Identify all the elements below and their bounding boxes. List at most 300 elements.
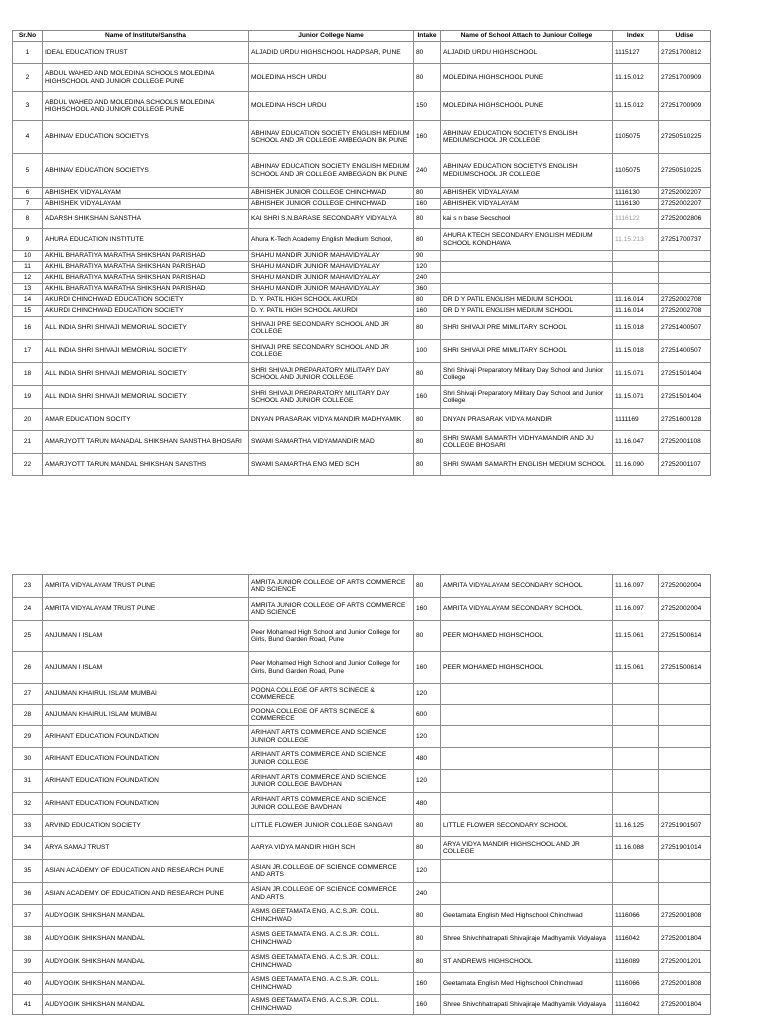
cell-junior-college: ALJADID URDU HIGHSCHOOL HADPSAR, PUNE — [249, 42, 414, 64]
cell-intake: 80 — [414, 905, 441, 927]
cell-sr-no: 33 — [13, 815, 43, 837]
cell-udise: 27252002708 — [659, 306, 711, 317]
cell-institute: ALL INDIA SHRI SHIVAJI MEMORIAL SOCIETY — [43, 363, 249, 386]
cell-junior-college: SWAMI SAMARTHA VIDYAMANDIR MAD — [249, 431, 414, 454]
table-row — [13, 306, 711, 317]
cell-junior-college: ASMS GEETAMATA ENG. A.C.S.JR. COLL. CHINCHWAD — [249, 905, 414, 927]
cell-index: 1116130 — [613, 188, 659, 199]
cell-index: 11.16.014 — [613, 295, 659, 306]
cell-school-attached — [441, 684, 613, 705]
cell-udise: 27251400507 — [659, 340, 711, 363]
cell-sr-no: 19 — [13, 386, 43, 409]
cell-index: 1116089 — [613, 951, 659, 973]
cell-institute: ANJUMAN KHAIRUL ISLAM MUMBAI — [43, 705, 249, 726]
cell-junior-college: MOLEDINA HSCH URDU — [249, 64, 414, 92]
cell-junior-college: KAI SHRI S.N.BARASE SECONDARY VIDYALYA — [249, 210, 414, 229]
cell-index: 11.15.018 — [613, 317, 659, 340]
cell-udise: 27251901014 — [659, 837, 711, 860]
cell-index: 11.16.097 — [613, 598, 659, 621]
cell-index: 11.16.047 — [613, 431, 659, 454]
cell-junior-college: ABHISHEK JUNIOR COLLEGE CHINCHWAD — [249, 188, 414, 199]
cell-school-attached — [441, 251, 613, 262]
cell-school-attached: ABHINAV EDUCATION SOCIETYS ENGLISH MEDIUMSCHOOL JR COLLEGE — [441, 121, 613, 154]
cell-index: 1116066 — [613, 973, 659, 995]
cell-sr-no: 6 — [13, 188, 43, 199]
table-row — [13, 575, 711, 598]
cell-index: 11.16.014 — [613, 306, 659, 317]
cell-udise: 27251600128 — [659, 409, 711, 431]
cell-institute: AKHIL BHARATIYA MARATHA SHIKSHAN PARISHAD — [43, 262, 249, 273]
cell-index: 11.15.213 — [613, 229, 659, 251]
cell-school-attached: PEER MOHAMED HIGHSCHOOL — [441, 652, 613, 684]
cell-sr-no: 27 — [13, 684, 43, 705]
cell-school-attached: Shree Shivchhatrapati Shivajiraje Madhyamik Vidyalaya — [441, 927, 613, 951]
cell-school-attached: ST ANDREWS HIGHSCHOOL — [441, 951, 613, 973]
table-row — [13, 927, 711, 951]
cell-intake: 360 — [414, 284, 441, 295]
cell-junior-college: ASIAN JR.COLLEGE OF SCIENCE COMMERCE AND ARTS — [249, 860, 414, 883]
cell-intake: 80 — [414, 229, 441, 251]
table-row — [13, 905, 711, 927]
cell-institute: AMAR EDUCATION SOCITY — [43, 409, 249, 431]
cell-school-attached: Shri Shivaji Preparatory Military Day School and Junior College — [441, 386, 613, 409]
cell-udise — [659, 793, 711, 815]
cell-sr-no: 25 — [13, 621, 43, 652]
cell-junior-college: SHAHU MANDIR JUNIOR MAHAVIDYALAY — [249, 262, 414, 273]
cell-udise — [659, 748, 711, 770]
cell-intake: 80 — [414, 575, 441, 598]
table-row — [13, 317, 711, 340]
cell-school-attached: DNYAN PRASARAK VIDYA MANDIR — [441, 409, 613, 431]
table-row — [13, 42, 711, 64]
cell-school-attached — [441, 705, 613, 726]
header-intake: Intake — [414, 31, 441, 42]
cell-sr-no: 36 — [13, 883, 43, 905]
table-row — [13, 748, 711, 770]
cell-intake: 160 — [414, 386, 441, 409]
cell-school-attached: ALJADID URDU HIGHSCHOOL — [441, 42, 613, 64]
cell-index — [613, 726, 659, 748]
cell-udise: 27252002806 — [659, 210, 711, 229]
table-row — [13, 815, 711, 837]
cell-junior-college: Ahura K-Tech Academy English Medium School, — [249, 229, 414, 251]
cell-index: 11.15.071 — [613, 363, 659, 386]
cell-school-attached: ABHINAV EDUCATION SOCIETYS ENGLISH MEDIUMSCHOOL JR COLLEGE — [441, 154, 613, 188]
cell-udise — [659, 770, 711, 793]
cell-index — [613, 284, 659, 295]
cell-index: 11.16.097 — [613, 575, 659, 598]
cell-index: 11.15.061 — [613, 621, 659, 652]
table-row — [13, 973, 711, 995]
cell-school-attached: SHRI SHIVAJI PRE MIMLITARY SCHOOL — [441, 317, 613, 340]
cell-udise — [659, 860, 711, 883]
table-row — [13, 431, 711, 454]
cell-udise: 27252002207 — [659, 199, 711, 210]
cell-udise: 27251500614 — [659, 652, 711, 684]
cell-junior-college: ASMS GEETAMATA ENG. A.C.S.JR. COLL. CHINCHWAD — [249, 973, 414, 995]
cell-institute: ARIHANT EDUCATION FOUNDATION — [43, 726, 249, 748]
cell-institute: ABHINAV EDUCATION SOCIETYS — [43, 121, 249, 154]
table-row — [13, 770, 711, 793]
table-row — [13, 229, 711, 251]
cell-junior-college: AARYA VIDYA MANDIR HIGH SCH — [249, 837, 414, 860]
cell-sr-no: 40 — [13, 973, 43, 995]
cell-udise: 27252002004 — [659, 598, 711, 621]
cell-intake: 160 — [414, 652, 441, 684]
table-row — [13, 621, 711, 652]
cell-sr-no: 35 — [13, 860, 43, 883]
cell-institute: ADARSH SHIKSHAN SANSTHA — [43, 210, 249, 229]
cell-index: 1116130 — [613, 199, 659, 210]
table-row — [13, 363, 711, 386]
header-junior-college: Junior College Name — [249, 31, 414, 42]
cell-udise — [659, 726, 711, 748]
cell-junior-college: AMRITA JUNIOR COLLEGE OF ARTS COMMERCE AND SCIENCE — [249, 575, 414, 598]
cell-institute: AMARJYOTT TARUN MANADAL SHIKSHAN SANSTHA BHOSARI — [43, 431, 249, 454]
cell-sr-no: 30 — [13, 748, 43, 770]
cell-index: 11.16.125 — [613, 815, 659, 837]
cell-index — [613, 262, 659, 273]
cell-intake: 160 — [414, 995, 441, 1015]
cell-school-attached: AMRITA VIDYALAYAM SECONDARY SCHOOL — [441, 575, 613, 598]
cell-udise: 27252001108 — [659, 431, 711, 454]
cell-udise: 27252002004 — [659, 575, 711, 598]
cell-intake: 80 — [414, 815, 441, 837]
table-row — [13, 726, 711, 748]
header-udise: Udise — [659, 31, 711, 42]
table-row — [13, 154, 711, 188]
cell-sr-no: 17 — [13, 340, 43, 363]
cell-intake: 80 — [414, 64, 441, 92]
cell-intake: 80 — [414, 210, 441, 229]
table-row — [13, 210, 711, 229]
cell-index: 1116122 — [613, 210, 659, 229]
cell-junior-college: ASMS GEETAMATA ENG. A.C.S.JR. COLL. CHINCHWAD — [249, 927, 414, 951]
cell-index: 11.15.012 — [613, 64, 659, 92]
cell-udise: 27251700737 — [659, 229, 711, 251]
cell-sr-no: 16 — [13, 317, 43, 340]
cell-sr-no: 12 — [13, 273, 43, 284]
cell-institute: ASIAN ACADEMY OF EDUCATION AND RESEARCH PUNE — [43, 860, 249, 883]
cell-index: 1116042 — [613, 927, 659, 951]
table-row — [13, 284, 711, 295]
cell-school-attached: AHURA KTECH SECONDARY ENGLISH MEDIUM SCHOOL KONDHAWA — [441, 229, 613, 251]
cell-school-attached: PEER MOHAMED HIGHSCHOOL — [441, 621, 613, 652]
cell-intake: 80 — [414, 837, 441, 860]
cell-institute: ANJUMAN KHAIRUL ISLAM MUMBAI — [43, 684, 249, 705]
cell-udise: 27251400507 — [659, 317, 711, 340]
cell-institute: AHURA EDUCATION INSTITUTE — [43, 229, 249, 251]
cell-junior-college: Peer Mohamed High School and Junior College for Girls, Bund Garden Road, Pune — [249, 621, 414, 652]
cell-intake: 150 — [414, 92, 441, 121]
cell-index: 1115127 — [613, 42, 659, 64]
cell-sr-no: 28 — [13, 705, 43, 726]
cell-index: 11.15.061 — [613, 652, 659, 684]
cell-sr-no: 2 — [13, 64, 43, 92]
cell-school-attached — [441, 284, 613, 295]
cell-sr-no: 22 — [13, 454, 43, 476]
cell-junior-college: POONA COLLEGE OF ARTS SCINECE & COMMERECE — [249, 705, 414, 726]
cell-intake: 480 — [414, 793, 441, 815]
cell-intake: 80 — [414, 188, 441, 199]
table-row — [13, 386, 711, 409]
cell-junior-college: SHRI SHIVAJI PREPARATORY MILITARY DAY SCHOOL AND JUNIOR COLLEGE — [249, 363, 414, 386]
cell-school-attached: kai s n base Secschool — [441, 210, 613, 229]
table-row — [13, 92, 711, 121]
cell-sr-no: 34 — [13, 837, 43, 860]
table-row — [13, 409, 711, 431]
cell-sr-no: 29 — [13, 726, 43, 748]
cell-udise: 27252001808 — [659, 905, 711, 927]
cell-school-attached — [441, 860, 613, 883]
cell-udise: 27251901507 — [659, 815, 711, 837]
table-row — [13, 837, 711, 860]
cell-institute: ALL INDIA SHRI SHIVAJI MEMORIAL SOCIETY — [43, 340, 249, 363]
cell-intake: 80 — [414, 42, 441, 64]
cell-sr-no: 9 — [13, 229, 43, 251]
table-row — [13, 598, 711, 621]
cell-intake: 160 — [414, 598, 441, 621]
cell-intake: 80 — [414, 431, 441, 454]
cell-index: 11.15.071 — [613, 386, 659, 409]
cell-intake: 80 — [414, 454, 441, 476]
cell-index: 1116042 — [613, 995, 659, 1015]
cell-junior-college: ASIAN JR.COLLEGE OF SCIENCE COMMERCE AND ARTS — [249, 883, 414, 905]
institutes-table-part-2 — [12, 574, 711, 1015]
cell-udise: 27251501404 — [659, 363, 711, 386]
cell-institute: ABHISHEK VIDYALAYAM — [43, 188, 249, 199]
cell-school-attached — [441, 273, 613, 284]
cell-intake: 120 — [414, 726, 441, 748]
cell-school-attached: DR D Y PATIL ENGLISH MEDIUM SCHOOL — [441, 306, 613, 317]
cell-junior-college: LITTLE FLOWER JUNIOR COLLEGE SANGAVI — [249, 815, 414, 837]
cell-index: 11.15.018 — [613, 340, 659, 363]
cell-junior-college: Peer Mohamed High School and Junior College for Girls, Bund Garden Road, Pune — [249, 652, 414, 684]
cell-sr-no: 18 — [13, 363, 43, 386]
cell-institute: IDEAL EDUCATION TRUST — [43, 42, 249, 64]
cell-junior-college: SHRI SHIVAJI PREPARATORY MILITARY DAY SCHOOL AND JUNIOR COLLEGE — [249, 386, 414, 409]
cell-index: 11.16.090 — [613, 454, 659, 476]
cell-sr-no: 11 — [13, 262, 43, 273]
table-row — [13, 295, 711, 306]
cell-institute: ARIHANT EDUCATION FOUNDATION — [43, 770, 249, 793]
cell-school-attached: Geetamata English Med Highschool Chinchwad — [441, 973, 613, 995]
cell-sr-no: 39 — [13, 951, 43, 973]
cell-sr-no: 5 — [13, 154, 43, 188]
cell-school-attached: SHRI SWAMI SAMARTH ENGLISH MEDIUM SCHOOL — [441, 454, 613, 476]
cell-intake: 600 — [414, 705, 441, 726]
cell-school-attached: Shri Shivaji Preparatory Military Day School and Junior College — [441, 363, 613, 386]
cell-udise: 27251500614 — [659, 621, 711, 652]
cell-udise: 27252002708 — [659, 295, 711, 306]
cell-sr-no: 4 — [13, 121, 43, 154]
table-row — [13, 951, 711, 973]
table-row — [13, 199, 711, 210]
cell-school-attached: ABHISHEK VIDYALAYAM — [441, 188, 613, 199]
cell-school-attached — [441, 770, 613, 793]
cell-sr-no: 21 — [13, 431, 43, 454]
cell-index — [613, 251, 659, 262]
cell-sr-no: 32 — [13, 793, 43, 815]
cell-school-attached: ABHISHEK VIDYALAYAM — [441, 199, 613, 210]
cell-institute: AUDYOGIK SHIKSHAN MANDAL — [43, 927, 249, 951]
cell-institute: ANJUMAN I ISLAM — [43, 652, 249, 684]
cell-intake: 120 — [414, 770, 441, 793]
cell-school-attached: DR D Y PATIL ENGLISH MEDIUM SCHOOL — [441, 295, 613, 306]
cell-junior-college: SHAHU MANDIR JUNIOR MAHAVIDYALAY — [249, 284, 414, 295]
table-row — [13, 705, 711, 726]
header-sr-no: Sr.No — [13, 31, 43, 42]
cell-index — [613, 770, 659, 793]
cell-udise: 27252001107 — [659, 454, 711, 476]
cell-index — [613, 273, 659, 284]
cell-school-attached: MOLEDINA HIGHSCHOOL PUNE — [441, 92, 613, 121]
cell-junior-college: ARIHANT ARTS COMMERCE AND SCIENCE JUNIOR COLLEGE — [249, 748, 414, 770]
table-row — [13, 860, 711, 883]
cell-sr-no: 20 — [13, 409, 43, 431]
cell-udise: 27252001804 — [659, 927, 711, 951]
table-row — [13, 251, 711, 262]
cell-udise: 27251501404 — [659, 386, 711, 409]
cell-institute: AMRITA VIDYALAYAM TRUST PUNE — [43, 575, 249, 598]
cell-intake: 100 — [414, 340, 441, 363]
cell-junior-college: ABHINAV EDUCATION SOCIETY ENGLISH MEDIUM SCHOOL AND JR COLLEGE AMBEGAON BK PUNE — [249, 121, 414, 154]
cell-school-attached: MOLEDINA HIGHSCHOOL PUNE — [441, 64, 613, 92]
cell-institute: ARVIND EDUCATION SOCIETY — [43, 815, 249, 837]
cell-intake: 80 — [414, 927, 441, 951]
cell-junior-college: D. Y. PATIL HIGH SCHOOL AKURDI — [249, 306, 414, 317]
cell-sr-no: 13 — [13, 284, 43, 295]
cell-school-attached: Geetamata English Med Highschool Chinchwad — [441, 905, 613, 927]
cell-institute: ARIHANT EDUCATION FOUNDATION — [43, 793, 249, 815]
cell-udise — [659, 684, 711, 705]
cell-sr-no: 37 — [13, 905, 43, 927]
cell-intake: 160 — [414, 199, 441, 210]
cell-institute: AKHIL BHARATIYA MARATHA SHIKSHAN PARISHAD — [43, 273, 249, 284]
table-row — [13, 262, 711, 273]
cell-index — [613, 860, 659, 883]
cell-intake: 80 — [414, 295, 441, 306]
cell-index: 11.16.088 — [613, 837, 659, 860]
cell-udise: 27250510225 — [659, 121, 711, 154]
table-row — [13, 64, 711, 92]
cell-sr-no: 23 — [13, 575, 43, 598]
cell-intake: 80 — [414, 951, 441, 973]
cell-school-attached: Shree Shivchhatrapati Shivajiraje Madhyamik Vidyalaya — [441, 995, 613, 1015]
cell-udise: 27251700909 — [659, 64, 711, 92]
cell-sr-no: 14 — [13, 295, 43, 306]
cell-institute: AKHIL BHARATIYA MARATHA SHIKSHAN PARISHAD — [43, 284, 249, 295]
table-row — [13, 340, 711, 363]
cell-junior-college: ARIHANT ARTS COMMERCE AND SCIENCE JUNIOR COLLEGE BAVDHAN — [249, 793, 414, 815]
table-row — [13, 121, 711, 154]
cell-institute: ALL INDIA SHRI SHIVAJI MEMORIAL SOCIETY — [43, 317, 249, 340]
cell-sr-no: 7 — [13, 199, 43, 210]
cell-intake: 80 — [414, 317, 441, 340]
cell-school-attached: ARYA VIDYA MANDIR HIGHSCHOOL AND JR COLLEGE — [441, 837, 613, 860]
cell-junior-college: ARIHANT ARTS COMMERCE AND SCIENCE JUNIOR COLLEGE — [249, 726, 414, 748]
cell-intake: 90 — [414, 251, 441, 262]
cell-udise — [659, 251, 711, 262]
table-row — [13, 652, 711, 684]
cell-junior-college: AMRITA JUNIOR COLLEGE OF ARTS COMMERCE AND SCIENCE — [249, 598, 414, 621]
cell-udise: 27252001808 — [659, 973, 711, 995]
cell-institute: AKURDI CHINCHWAD EDUCATION SOCIETY — [43, 306, 249, 317]
cell-institute: ALL INDIA SHRI SHIVAJI MEMORIAL SOCIETY — [43, 386, 249, 409]
cell-udise — [659, 284, 711, 295]
cell-sr-no: 24 — [13, 598, 43, 621]
cell-institute: AKURDI CHINCHWAD EDUCATION SOCIETY — [43, 295, 249, 306]
cell-institute: ABDUL WAHED AND MOLEDINA SCHOOLS MOLEDINA HIGHSCHOOL AND JUNIOR COLLEGE PUNE — [43, 64, 249, 92]
cell-index — [613, 883, 659, 905]
cell-institute: ABHINAV EDUCATION SOCIETYS — [43, 154, 249, 188]
cell-school-attached — [441, 726, 613, 748]
cell-junior-college: SHIVAJI PRE SECONDARY SCHOOL AND JR COLLEGE — [249, 317, 414, 340]
cell-sr-no: 38 — [13, 927, 43, 951]
cell-junior-college: ARIHANT ARTS COMMERCE AND SCIENCE JUNIOR COLLEGE BAVDHAN — [249, 770, 414, 793]
table-row — [13, 188, 711, 199]
cell-school-attached: AMRITA VIDYALAYAM SECONDARY SCHOOL — [441, 598, 613, 621]
cell-sr-no: 1 — [13, 42, 43, 64]
header-school-attached: Name of School Attach to Juniour College — [441, 31, 613, 42]
cell-intake: 120 — [414, 860, 441, 883]
cell-index: 1111169 — [613, 409, 659, 431]
cell-institute: AKHIL BHARATIYA MARATHA SHIKSHAN PARISHAD — [43, 251, 249, 262]
cell-institute: ARYA SAMAJ TRUST — [43, 837, 249, 860]
cell-institute: AUDYOGIK SHIKSHAN MANDAL — [43, 905, 249, 927]
cell-school-attached: SHRI SWAMI SAMARTH VIDHYAMANDIR AND JU COLLEGE BHOSARI — [441, 431, 613, 454]
cell-intake: 160 — [414, 121, 441, 154]
table-row — [13, 684, 711, 705]
cell-school-attached — [441, 883, 613, 905]
cell-school-attached — [441, 262, 613, 273]
cell-junior-college: D. Y. PATIL HIGH SCHOOL AKURDI — [249, 295, 414, 306]
cell-udise — [659, 273, 711, 284]
cell-intake: 160 — [414, 306, 441, 317]
cell-institute: AUDYOGIK SHIKSHAN MANDAL — [43, 951, 249, 973]
cell-sr-no: 15 — [13, 306, 43, 317]
cell-intake: 240 — [414, 273, 441, 284]
cell-institute: ABHISHEK VIDYALAYAM — [43, 199, 249, 210]
cell-institute: ABDUL WAHED AND MOLEDINA SCHOOLS MOLEDINA HIGHSCHOOL AND JUNIOR COLLEGE PUNE — [43, 92, 249, 121]
cell-junior-college: SHAHU MANDIR JUNIOR MAHAVIDYALAY — [249, 273, 414, 284]
cell-intake: 80 — [414, 363, 441, 386]
cell-sr-no: 10 — [13, 251, 43, 262]
cell-junior-college: SHIVAJI PRE SECONDARY SCHOOL AND JR COLLEGE — [249, 340, 414, 363]
cell-index — [613, 684, 659, 705]
cell-junior-college: ABHINAV EDUCATION SOCIETY ENGLISH MEDIUM SCHOOL AND JR COLLEGE AMBEGAON BK PUNE — [249, 154, 414, 188]
cell-institute: AUDYOGIK SHIKSHAN MANDAL — [43, 973, 249, 995]
cell-udise: 27252002207 — [659, 188, 711, 199]
cell-intake: 80 — [414, 621, 441, 652]
cell-udise: 27250510225 — [659, 154, 711, 188]
cell-udise: 27252001201 — [659, 951, 711, 973]
cell-junior-college: MOLEDINA HSCH URDU — [249, 92, 414, 121]
cell-udise: 27251700909 — [659, 92, 711, 121]
cell-institute: ARIHANT EDUCATION FOUNDATION — [43, 748, 249, 770]
cell-intake: 240 — [414, 883, 441, 905]
cell-junior-college: DNYAN PRASARAK VIDYA MANDIR MADHYAMIK — [249, 409, 414, 431]
cell-junior-college: ASMS GEETAMATA ENG. A.C.S.JR. COLL. CHINCHWAD — [249, 951, 414, 973]
cell-index — [613, 748, 659, 770]
cell-index: 11.15.012 — [613, 92, 659, 121]
cell-sr-no: 26 — [13, 652, 43, 684]
table-row — [13, 995, 711, 1015]
cell-school-attached — [441, 793, 613, 815]
cell-sr-no: 8 — [13, 210, 43, 229]
cell-intake: 120 — [414, 684, 441, 705]
cell-junior-college: ABHISHEK JUNIOR COLLEGE CHINCHWAD — [249, 199, 414, 210]
